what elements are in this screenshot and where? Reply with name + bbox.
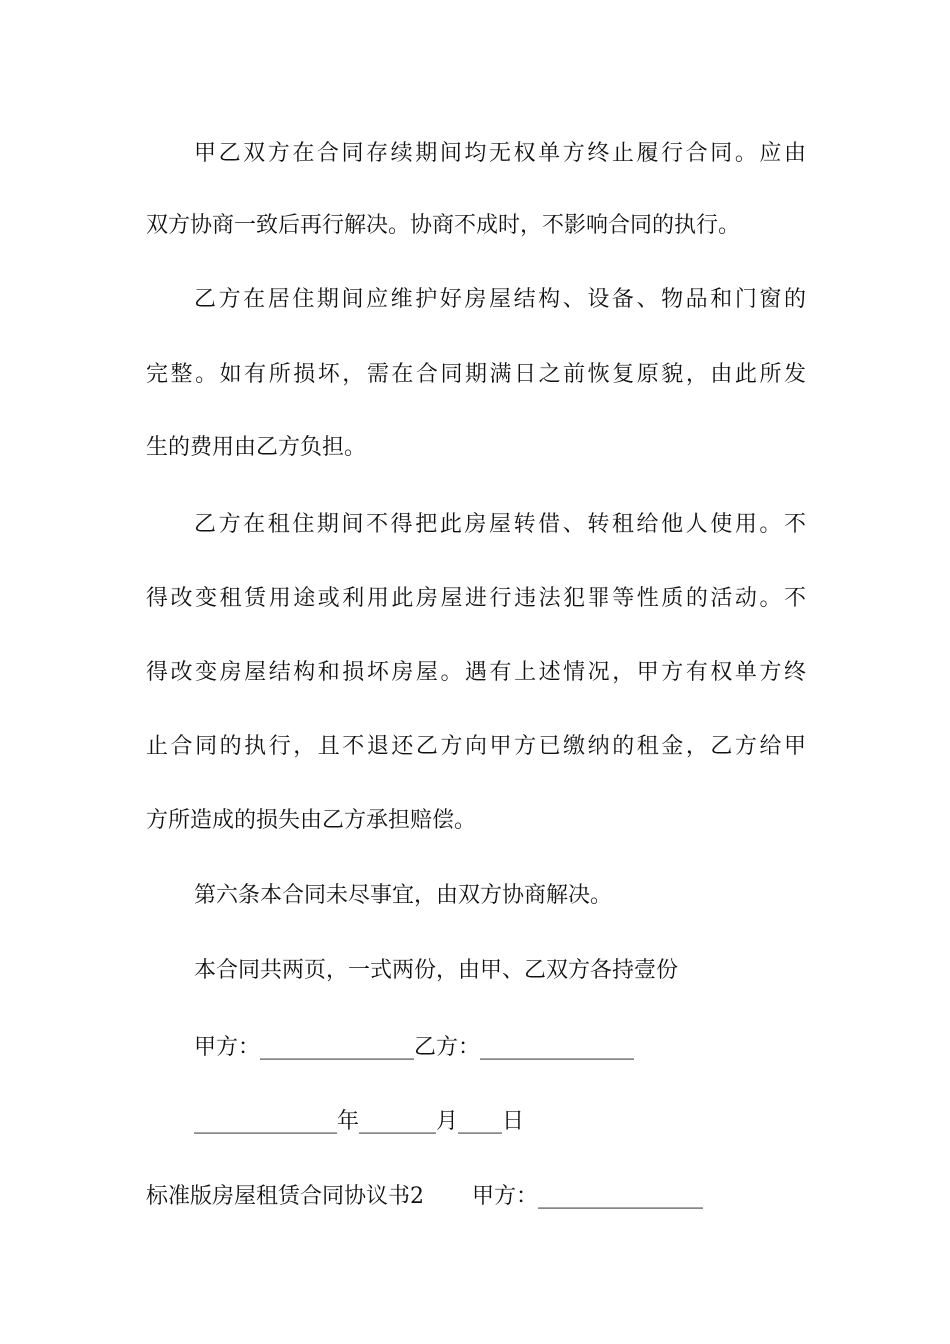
month-label: 月 xyxy=(436,1109,459,1134)
year-blank: _____________ xyxy=(194,1109,337,1134)
paragraph-3-line-5: 方所造成的损失由乙方承担赔偿。 xyxy=(146,808,477,833)
party-a-signature: 甲方：______________ xyxy=(194,1035,415,1060)
paragraph-2-line-1: 乙方在居住期间应维护好房屋结构、设备、物品和门窗的 xyxy=(194,287,806,312)
signature-line xyxy=(194,1033,806,1063)
day-blank: ____ xyxy=(458,1109,503,1134)
paragraph-1-line-2: 双方协商一致后再行解决。协商不成时，不影响合同的执行。 xyxy=(146,213,741,238)
footer-line xyxy=(146,1182,806,1212)
paragraph-1-line-1: 甲乙双方在合同存续期间均无权单方终止履行合同。应由 xyxy=(194,141,806,166)
date-line xyxy=(194,1107,806,1137)
month-blank: _______ xyxy=(359,1109,437,1134)
day-label: 日 xyxy=(502,1109,525,1134)
article-six: 第六条本合同未尽事宜，由双方协商解决。 xyxy=(194,883,613,908)
paragraph-3-line-1: 乙方在租住期间不得把此房屋转借、转租给他人使用。不 xyxy=(194,512,806,537)
paragraph-2-line-2: 完整。如有所损坏，需在合同期满日之前恢复原貌，由此所发 xyxy=(146,362,806,387)
party-b-signature: 乙方：______________ xyxy=(414,1035,635,1060)
paragraph-3-line-3: 得改变房屋结构和损坏房屋。遇有上述情况，甲方有权单方终 xyxy=(146,660,806,685)
paragraph-3-line-4: 止合同的执行，且不退还乙方向甲方已缴纳的租金，乙方给甲 xyxy=(146,734,806,759)
copies-statement: 本合同共两页，一式两份，由甲、乙双方各持壹份 xyxy=(194,958,679,983)
footer-party-a: 甲方：_______________ xyxy=(472,1184,704,1209)
paragraph-3-line-2: 得改变租赁用途或利用此房屋进行违法犯罪等性质的活动。不 xyxy=(146,586,806,611)
document-title: 标准版房屋租赁合同协议书2 xyxy=(146,1184,424,1209)
year-label: 年 xyxy=(337,1109,360,1134)
paragraph-2-line-3: 生的费用由乙方负担。 xyxy=(146,435,367,460)
